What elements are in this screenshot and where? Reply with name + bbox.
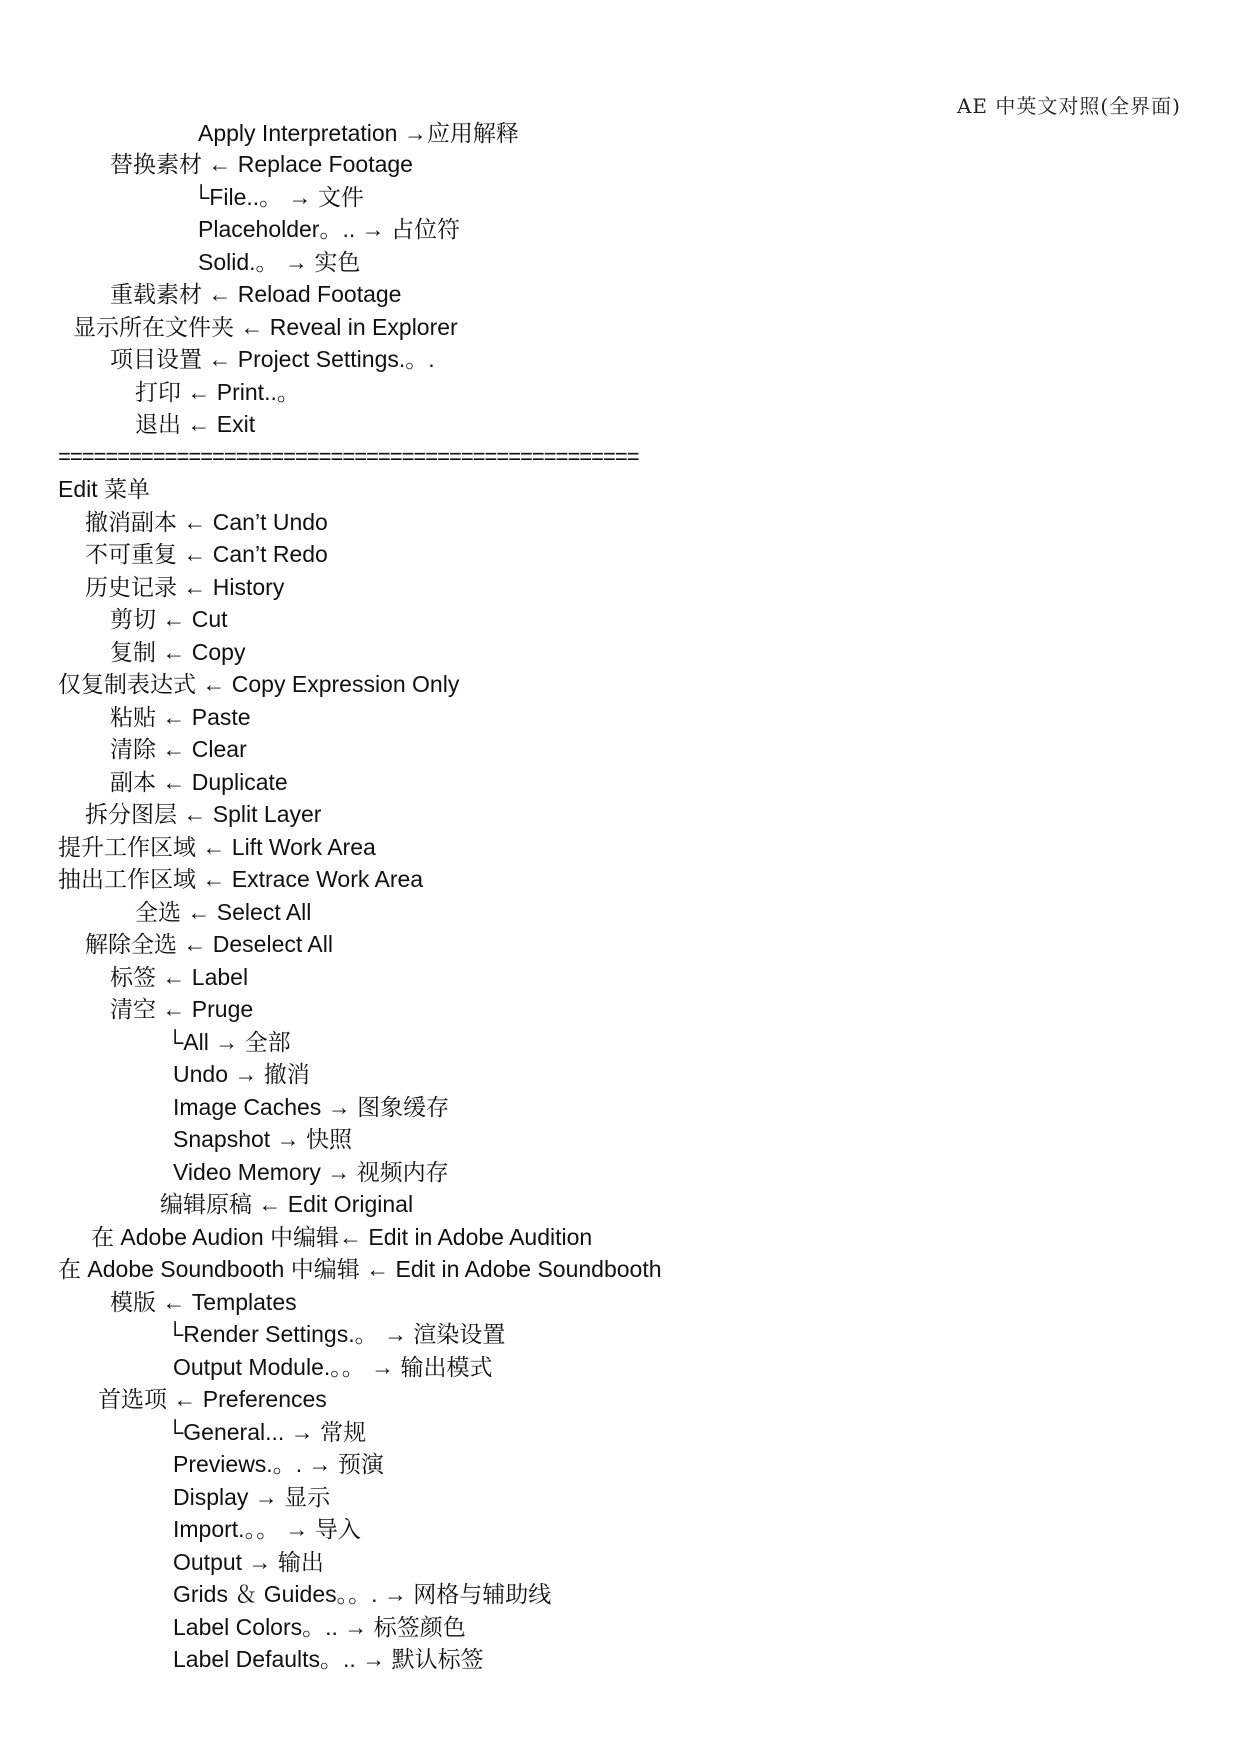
line-cant-undo: 撤消副本 ← Can’t Undo bbox=[85, 509, 328, 535]
line-edit-in-audition: 在 Adobe Audion 中编辑← Edit in Adobe Audition bbox=[91, 1224, 593, 1250]
line-select-all: 全选 ← Select All bbox=[135, 899, 312, 925]
line-purge-undo: Undo → 撤消 bbox=[173, 1061, 310, 1087]
line-deselect-all: 解除全选 ← Deselect All bbox=[85, 931, 333, 957]
line-label-defaults: Label Defaults。.. → 默认标签 bbox=[173, 1646, 484, 1672]
line-file: └File..。 → 文件 bbox=[193, 184, 364, 210]
line-purge-all: └All → 全部 bbox=[167, 1029, 291, 1055]
line-print: 打印 ← Print..。 bbox=[135, 379, 300, 405]
line-edit-original: 编辑原稿 ← Edit Original bbox=[160, 1191, 414, 1217]
line-display: Display → 显示 bbox=[173, 1484, 331, 1510]
line-paste: 粘贴 ← Paste bbox=[110, 704, 251, 730]
line-preferences: 首选项 ← Preferences bbox=[98, 1386, 327, 1412]
line-output: Output → 输出 bbox=[173, 1549, 324, 1575]
line-purge: 清空 ← Pruge bbox=[110, 996, 254, 1022]
line-copy: 复制 ← Copy bbox=[110, 639, 246, 665]
line-reload-footage: 重载素材 ← Reload Footage bbox=[110, 281, 402, 307]
line-snapshot: Snapshot → 快照 bbox=[173, 1126, 352, 1152]
line-copy-expression-only: 仅复制表达式 ← Copy Expression Only bbox=[58, 671, 460, 697]
line-reveal-in-explorer: 显示所在文件夹 ← Reveal in Explorer bbox=[73, 314, 458, 340]
line-exit: 退出 ← Exit bbox=[135, 411, 256, 437]
section-divider: ================================================= bbox=[58, 444, 639, 469]
line-output-module: Output Module.。。 → 输出模式 bbox=[173, 1354, 493, 1380]
line-render-settings: └Render Settings.。 → 渲染设置 bbox=[167, 1321, 506, 1347]
line-cut: 剪切 ← Cut bbox=[110, 606, 228, 632]
line-import: Import.。。 → 导入 bbox=[173, 1516, 361, 1542]
line-split-layer: 拆分图层 ← Split Layer bbox=[85, 801, 322, 827]
line-edit-in-soundbooth: 在 Adobe Soundbooth 中编辑 ← Edit in Adobe Soundbooth bbox=[58, 1256, 662, 1282]
line-apply-interpretation: Apply Interpretation →应用解释 bbox=[198, 120, 519, 146]
line-grids-guides: Grids ＆ Guides。。. → 网格与辅助线 bbox=[173, 1581, 552, 1607]
line-solid: Solid.。 → 实色 bbox=[198, 249, 361, 275]
line-image-caches: Image Caches → 图象缓存 bbox=[173, 1094, 450, 1120]
line-replace-footage: 替换素材 ← Replace Footage bbox=[110, 151, 413, 177]
line-placeholder: Placeholder。.. → 占位符 bbox=[198, 216, 461, 242]
line-templates: 模版 ← Templates bbox=[110, 1289, 297, 1315]
line-lift-work-area: 提升工作区域 ← Lift Work Area bbox=[58, 834, 376, 860]
page-header: AE 中英文对照(全界面) bbox=[956, 94, 1181, 118]
line-cant-redo: 不可重复 ← Can’t Redo bbox=[85, 541, 328, 567]
line-extract-work-area: 抽出工作区域 ← Extrace Work Area bbox=[58, 866, 424, 892]
line-label-colors: Label Colors。.. → 标签颜色 bbox=[173, 1614, 466, 1640]
line-label: 标签 ← Label bbox=[110, 964, 249, 990]
line-clear: 清除 ← Clear bbox=[110, 736, 247, 762]
line-project-settings: 项目设置 ← Project Settings.。. bbox=[110, 346, 435, 372]
line-general: └General... → 常规 bbox=[167, 1419, 367, 1445]
line-video-memory: Video Memory → 视频内存 bbox=[173, 1159, 449, 1185]
line-previews: Previews.。. → 预演 bbox=[173, 1451, 384, 1477]
section-heading-edit-menu: Edit 菜单 bbox=[58, 476, 151, 502]
line-history: 历史记录 ← History bbox=[85, 574, 285, 600]
line-duplicate: 副本 ← Duplicate bbox=[110, 769, 288, 795]
